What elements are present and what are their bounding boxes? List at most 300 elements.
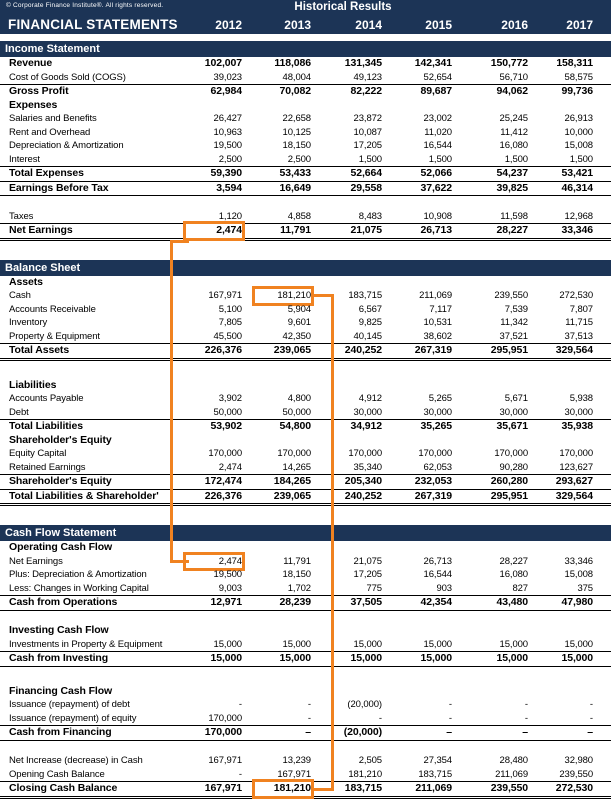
row-assets bbox=[0, 276, 611, 290]
row-label: Total Expenses bbox=[9, 167, 84, 179]
row-label: Accounts Receivable bbox=[9, 303, 96, 315]
value-cell: 3,594 bbox=[216, 181, 242, 194]
value-cell: 3,902 bbox=[218, 393, 242, 404]
row-label: Property & Equipment bbox=[9, 330, 100, 342]
value-cell: - bbox=[589, 699, 593, 710]
row-earnings-before-tax bbox=[0, 182, 611, 197]
value-cell: 4,858 bbox=[287, 210, 311, 222]
value-cell: 295,951 bbox=[490, 489, 528, 502]
row-cash-from-financing bbox=[0, 725, 611, 741]
value-cell: 28,227 bbox=[496, 224, 528, 236]
value-cell: 4,912 bbox=[358, 393, 382, 404]
value-cell: 11,342 bbox=[500, 317, 528, 328]
value-cell: 18,150 bbox=[282, 140, 311, 151]
value-cell: 28,239 bbox=[279, 596, 311, 608]
value-cell: 9,825 bbox=[358, 317, 382, 328]
row-property-equipment bbox=[0, 330, 611, 344]
value-cell: 26,427 bbox=[213, 113, 242, 124]
section-header-income-statement: Income Statement bbox=[0, 41, 611, 57]
row-label: Cash from Operations bbox=[9, 596, 118, 608]
value-cell: 54,237 bbox=[496, 167, 528, 179]
value-cell bbox=[242, 289, 311, 303]
row-revenue bbox=[0, 57, 611, 71]
value-cell bbox=[172, 555, 242, 569]
copyright-text: © Corporate Finance Institute®. All rights reserved. bbox=[6, 2, 164, 9]
value-cell: 167,971 bbox=[208, 290, 242, 301]
value-cell: 2,500 bbox=[218, 153, 242, 165]
value-cell: 62,984 bbox=[210, 85, 242, 97]
row-label: Less: Changes in Working Capital bbox=[9, 582, 149, 594]
value-cell: 15,000 bbox=[496, 652, 528, 664]
value-cell: 260,280 bbox=[490, 475, 528, 487]
row-total-expenses bbox=[0, 166, 611, 182]
row-label: Plus: Depreciation & Amortization bbox=[9, 569, 147, 580]
value-cell: 295,951 bbox=[490, 344, 528, 356]
row-closing-cash-balance bbox=[0, 781, 611, 799]
row-label: Investments in Property & Equipment bbox=[9, 638, 163, 650]
row-label: Taxes bbox=[9, 210, 34, 222]
years-row bbox=[0, 17, 611, 32]
row-plus-depreciation-amortization bbox=[0, 568, 611, 582]
row-cost-of-goods-sold-cogs bbox=[0, 71, 611, 85]
value-cell: 99,736 bbox=[561, 85, 593, 97]
row-label: Assets bbox=[9, 275, 43, 288]
value-cell: 167,971 bbox=[277, 768, 311, 780]
value-cell: 7,539 bbox=[504, 303, 528, 315]
value-cell: - bbox=[448, 712, 452, 724]
value-cell: 33,346 bbox=[564, 555, 593, 567]
value-cell: 49,123 bbox=[353, 71, 382, 83]
row-label: Operating Cash Flow bbox=[9, 541, 113, 553]
value-cell: 142,341 bbox=[414, 57, 452, 69]
value-cell: 6,567 bbox=[358, 303, 382, 315]
value-cell: 35,340 bbox=[353, 461, 382, 473]
row-issuance-repayment-of-equity bbox=[0, 712, 611, 726]
value-cell: 7,117 bbox=[429, 303, 452, 315]
value-cell: 239,550 bbox=[490, 782, 528, 794]
value-cell: 16,649 bbox=[279, 181, 311, 194]
value-cell: - bbox=[524, 712, 528, 724]
value-cell bbox=[172, 224, 242, 238]
row-label: Investing Cash Flow bbox=[9, 624, 109, 636]
value-cell: 293,627 bbox=[555, 475, 593, 487]
value-cell: 167,971 bbox=[208, 755, 242, 766]
value-cell: 211,069 bbox=[495, 768, 528, 780]
value-cell: 43,480 bbox=[496, 596, 528, 608]
value-cell: 10,087 bbox=[353, 126, 382, 138]
value-cell: 150,772 bbox=[490, 57, 528, 69]
row-debt bbox=[0, 406, 611, 420]
value-cell: 118,086 bbox=[274, 57, 311, 69]
row-financing-cash-flow bbox=[0, 685, 611, 699]
row-label: Liabilities bbox=[9, 378, 57, 391]
value-cell: 15,000 bbox=[350, 652, 382, 664]
value-cell: 37,521 bbox=[499, 330, 528, 342]
value-cell: - bbox=[589, 712, 593, 724]
blank-row bbox=[0, 196, 611, 210]
value-cell: 13,239 bbox=[282, 755, 311, 766]
row-net-earnings bbox=[0, 224, 611, 241]
row-rent-and-overhead bbox=[0, 126, 611, 140]
year-column-header: 2012 bbox=[215, 18, 242, 32]
value-cell: 53,421 bbox=[561, 167, 593, 179]
row-label: Issuance (repayment) of debt bbox=[9, 699, 130, 710]
value-cell: 240,252 bbox=[344, 489, 382, 502]
value-cell: 15,000 bbox=[561, 652, 593, 664]
value-cell: 170,000 bbox=[559, 448, 593, 459]
value-cell: 172,474 bbox=[204, 475, 242, 487]
row-label: Gross Profit bbox=[9, 85, 69, 97]
value-cell: 27,354 bbox=[423, 755, 452, 766]
value-cell: 183,715 bbox=[418, 768, 452, 780]
value-cell: 2,474 bbox=[218, 461, 242, 473]
value-cell: 167,971 bbox=[204, 782, 242, 794]
row-label: Opening Cash Balance bbox=[9, 768, 105, 780]
value-cell: 42,354 bbox=[420, 596, 452, 608]
row-inventory bbox=[0, 316, 611, 330]
year-column-header: 2013 bbox=[284, 18, 311, 32]
blank-row bbox=[0, 611, 611, 625]
value-cell: 25,245 bbox=[499, 113, 528, 124]
row-label: Retained Earnings bbox=[9, 461, 86, 473]
row-investments-in-property-equipment bbox=[0, 638, 611, 652]
value-cell: 8,483 bbox=[358, 210, 382, 222]
value-cell: 17,205 bbox=[353, 140, 382, 151]
value-cell: 94,062 bbox=[496, 85, 528, 97]
value-cell: 267,319 bbox=[414, 489, 452, 502]
value-cell bbox=[242, 782, 311, 796]
blank-row bbox=[0, 741, 611, 755]
value-cell: 11,020 bbox=[424, 126, 452, 138]
value-cell: - bbox=[524, 699, 528, 710]
value-cell: 226,376 bbox=[204, 344, 242, 356]
value-cell: 39,825 bbox=[496, 181, 528, 194]
value-cell: 26,913 bbox=[564, 113, 593, 124]
value-cell: 29,558 bbox=[350, 181, 382, 194]
value-cell: 62,053 bbox=[423, 461, 452, 473]
row-retained-earnings bbox=[0, 461, 611, 475]
row-label: Rent and Overhead bbox=[9, 126, 91, 138]
value-cell: 12,968 bbox=[564, 210, 593, 222]
value-cell: 14,265 bbox=[282, 461, 311, 473]
value-cell: 272,530 bbox=[555, 782, 593, 794]
row-interest bbox=[0, 153, 611, 167]
value-cell: 54,800 bbox=[279, 420, 311, 432]
value-cell: 10,000 bbox=[564, 126, 593, 138]
section-balance-sheet bbox=[0, 260, 611, 507]
row-label: Issuance (repayment) of equity bbox=[9, 712, 137, 724]
row-total-liabilities-shareholder bbox=[0, 489, 611, 507]
row-label: Total Liabilities & Shareholder' bbox=[9, 489, 159, 502]
value-cell: 170,000 bbox=[277, 448, 311, 459]
row-less-changes-in-working-capital bbox=[0, 582, 611, 596]
row-net-increase-decrease-in-cash bbox=[0, 754, 611, 768]
year-column-header: 2017 bbox=[566, 18, 593, 32]
value-cell: 11,791 bbox=[280, 224, 311, 236]
value-cell: 131,345 bbox=[344, 57, 382, 69]
value-cell: 158,311 bbox=[556, 57, 593, 69]
row-label: Net Earnings bbox=[9, 224, 73, 236]
value-cell: 26,713 bbox=[423, 555, 452, 567]
value-cell: 52,654 bbox=[423, 71, 452, 83]
row-cash-from-operations bbox=[0, 595, 611, 611]
value-cell: 15,000 bbox=[210, 652, 242, 664]
value-cell: 5,904 bbox=[287, 303, 311, 315]
highlight-box-A2: 2,474 bbox=[186, 555, 242, 569]
value-cell: 15,000 bbox=[423, 638, 452, 650]
value-cell: 47,980 bbox=[561, 596, 593, 608]
value-cell: 170,000 bbox=[348, 448, 382, 459]
value-cell: 1,500 bbox=[504, 153, 528, 165]
value-cell: 211,069 bbox=[419, 290, 452, 301]
value-cell: 827 bbox=[512, 582, 528, 594]
section-header-balance-sheet: Balance Sheet bbox=[0, 260, 611, 276]
value-cell: 70,082 bbox=[279, 85, 311, 97]
value-cell: 10,531 bbox=[423, 317, 452, 328]
row-accounts-payable bbox=[0, 392, 611, 406]
value-cell: 102,007 bbox=[204, 57, 242, 69]
value-cell: 33,346 bbox=[561, 224, 593, 236]
value-cell: 12,971 bbox=[210, 596, 242, 608]
value-cell: - bbox=[378, 712, 382, 724]
section-cash-flow-statement bbox=[0, 525, 611, 799]
sheet-title: FINANCIAL STATEMENTS bbox=[8, 17, 178, 32]
value-cell: 5,265 bbox=[428, 393, 452, 404]
value-cell: 272,530 bbox=[559, 290, 593, 301]
value-cell: 40,145 bbox=[353, 330, 382, 342]
value-cell: 2,500 bbox=[287, 153, 311, 165]
value-cell: 21,075 bbox=[350, 224, 382, 236]
value-cell: – bbox=[522, 726, 528, 738]
value-cell: 18,150 bbox=[282, 569, 311, 580]
value-cell: 15,000 bbox=[353, 638, 382, 650]
value-cell: 15,000 bbox=[282, 638, 311, 650]
year-column-header: 2016 bbox=[501, 18, 528, 32]
row-label: Cash from Financing bbox=[9, 726, 112, 738]
row-label: Expenses bbox=[9, 98, 58, 111]
sheet-header bbox=[0, 0, 611, 34]
row-issuance-repayment-of-debt bbox=[0, 698, 611, 712]
row-label: Net Earnings bbox=[9, 555, 63, 567]
row-operating-cash-flow bbox=[0, 541, 611, 555]
row-taxes bbox=[0, 210, 611, 225]
value-cell: 5,671 bbox=[504, 393, 528, 404]
value-cell: 50,000 bbox=[282, 406, 311, 418]
value-cell: 9,601 bbox=[287, 317, 311, 328]
value-cell: 38,602 bbox=[423, 330, 452, 342]
row-label: Shareholder's Equity bbox=[9, 475, 112, 487]
row-net-earnings bbox=[0, 555, 611, 569]
value-cell: 239,550 bbox=[559, 768, 593, 780]
row-label: Accounts Payable bbox=[9, 393, 84, 404]
value-cell: - bbox=[307, 699, 311, 710]
row-gross-profit bbox=[0, 84, 611, 99]
value-cell: 35,671 bbox=[496, 420, 528, 432]
value-cell: 1,120 bbox=[218, 210, 242, 222]
value-cell: 53,433 bbox=[279, 167, 311, 179]
value-cell: 239,065 bbox=[273, 489, 311, 502]
value-cell: 30,000 bbox=[564, 406, 593, 418]
value-cell: 775 bbox=[366, 582, 382, 594]
value-cell: 1,500 bbox=[569, 153, 593, 165]
value-cell: 26,713 bbox=[420, 224, 452, 236]
year-column-header: 2014 bbox=[355, 18, 382, 32]
value-cell: 7,807 bbox=[569, 303, 593, 315]
row-label: Shareholder's Equity bbox=[9, 433, 112, 446]
value-cell: 37,513 bbox=[564, 330, 593, 342]
value-cell: 89,687 bbox=[420, 85, 452, 97]
row-total-liabilities bbox=[0, 419, 611, 434]
value-cell: 16,544 bbox=[423, 569, 452, 580]
value-cell: - bbox=[307, 712, 311, 724]
value-cell: 170,000 bbox=[208, 448, 242, 459]
value-cell: (20,000) bbox=[347, 699, 382, 710]
value-cell: – bbox=[305, 726, 311, 738]
row-label: Salaries and Benefits bbox=[9, 113, 97, 124]
value-cell: 15,000 bbox=[279, 652, 311, 664]
row-investing-cash-flow bbox=[0, 624, 611, 638]
blank-row bbox=[0, 667, 611, 685]
group-label: Historical Results bbox=[294, 1, 392, 13]
value-cell: 16,080 bbox=[499, 140, 528, 151]
value-cell: 15,008 bbox=[564, 569, 593, 580]
value-cell: 329,564 bbox=[555, 489, 593, 502]
value-cell: 34,912 bbox=[350, 420, 382, 432]
value-cell: – bbox=[587, 726, 593, 738]
value-cell: 1,500 bbox=[428, 153, 452, 165]
value-cell: 21,075 bbox=[353, 555, 382, 567]
value-cell: 267,319 bbox=[414, 344, 452, 356]
row-label: Inventory bbox=[9, 317, 48, 328]
value-cell: – bbox=[446, 726, 452, 738]
row-label: Revenue bbox=[9, 57, 53, 69]
row-depreciation-amortization bbox=[0, 139, 611, 153]
row-label: Cash from Investing bbox=[9, 652, 109, 664]
value-cell: 10,908 bbox=[423, 210, 452, 222]
row-label: Financing Cash Flow bbox=[9, 684, 113, 697]
value-cell: 45,500 bbox=[213, 330, 242, 342]
value-cell: 37,622 bbox=[420, 181, 452, 194]
value-cell: 52,066 bbox=[420, 167, 452, 179]
value-cell: 15,000 bbox=[213, 638, 242, 650]
value-cell: 11,791 bbox=[283, 555, 311, 567]
row-label: Equity Capital bbox=[9, 448, 67, 459]
row-accounts-receivable bbox=[0, 303, 611, 317]
value-cell: 11,412 bbox=[500, 126, 528, 138]
value-cell: 15,000 bbox=[420, 652, 452, 664]
value-cell: 28,480 bbox=[499, 755, 528, 766]
value-cell: (20,000) bbox=[343, 726, 382, 738]
value-cell: 240,252 bbox=[344, 344, 382, 356]
value-cell: 17,205 bbox=[353, 569, 382, 580]
value-cell: 16,544 bbox=[423, 140, 452, 151]
value-cell: 184,265 bbox=[273, 475, 311, 487]
row-shareholder-s-equity bbox=[0, 434, 611, 448]
value-cell: 2,505 bbox=[358, 755, 382, 766]
value-cell: 15,000 bbox=[499, 638, 528, 650]
value-cell: 16,080 bbox=[499, 569, 528, 580]
row-label: Cash bbox=[9, 290, 31, 301]
value-cell: 50,000 bbox=[213, 406, 242, 418]
value-cell: 329,564 bbox=[555, 344, 593, 356]
year-column-header: 2015 bbox=[425, 18, 452, 32]
value-cell: 10,125 bbox=[282, 126, 311, 138]
value-cell: 375 bbox=[577, 582, 593, 594]
row-label: Total Assets bbox=[9, 344, 70, 356]
value-cell: - bbox=[238, 699, 242, 710]
value-cell: 42,350 bbox=[282, 330, 311, 342]
value-cell: 170,000 bbox=[418, 448, 452, 459]
value-cell: 15,008 bbox=[564, 140, 593, 151]
value-cell: 170,000 bbox=[208, 712, 242, 724]
highlight-box-A1: 2,474 bbox=[186, 224, 242, 238]
row-salaries-and-benefits bbox=[0, 112, 611, 126]
value-cell: 5,938 bbox=[569, 393, 593, 404]
section-income-statement bbox=[0, 41, 611, 241]
value-cell: 4,800 bbox=[287, 393, 311, 404]
value-cell: 59,390 bbox=[210, 167, 242, 179]
row-equity-capital bbox=[0, 447, 611, 461]
value-cell: 239,065 bbox=[273, 344, 311, 356]
value-cell: 37,505 bbox=[350, 596, 382, 608]
value-cell: 28,227 bbox=[499, 555, 528, 567]
row-label: Earnings Before Tax bbox=[9, 181, 109, 194]
value-cell: 11,715 bbox=[565, 317, 593, 328]
value-cell: 32,980 bbox=[564, 755, 593, 766]
value-cell: 10,963 bbox=[213, 126, 242, 138]
row-label: Net Increase (decrease) in Cash bbox=[9, 755, 143, 766]
value-cell: 56,710 bbox=[499, 71, 528, 83]
value-cell: 35,938 bbox=[561, 420, 593, 432]
value-cell: 35,265 bbox=[420, 420, 452, 432]
value-cell: 5,100 bbox=[218, 303, 242, 315]
value-cell: 11,598 bbox=[500, 210, 528, 222]
value-cell: 90,280 bbox=[499, 461, 528, 473]
row-label: Debt bbox=[9, 406, 29, 418]
row-label: Total Liabilities bbox=[9, 420, 83, 432]
value-cell: 170,000 bbox=[494, 448, 528, 459]
row-label: Cost of Goods Sold (COGS) bbox=[9, 71, 126, 83]
blank-row bbox=[0, 361, 611, 379]
value-cell: 30,000 bbox=[353, 406, 382, 418]
row-cash bbox=[0, 289, 611, 303]
row-liabilities bbox=[0, 379, 611, 393]
value-cell: - bbox=[448, 699, 452, 710]
value-cell: 226,376 bbox=[204, 489, 242, 502]
value-cell: 82,222 bbox=[350, 85, 382, 97]
value-cell: 205,340 bbox=[344, 475, 382, 487]
value-cell: 48,004 bbox=[282, 71, 311, 83]
value-cell: 170,000 bbox=[204, 726, 242, 738]
value-cell: 53,902 bbox=[210, 420, 242, 432]
value-cell: 58,575 bbox=[564, 71, 593, 83]
value-cell: 239,550 bbox=[494, 290, 528, 301]
value-cell: 903 bbox=[436, 582, 452, 594]
value-cell: 1,500 bbox=[358, 153, 382, 165]
value-cell: 23,002 bbox=[423, 113, 452, 124]
value-cell: 22,658 bbox=[282, 113, 311, 124]
highlight-box-B1: 181,210 bbox=[255, 289, 311, 303]
value-cell: 7,805 bbox=[218, 317, 242, 328]
row-opening-cash-balance bbox=[0, 768, 611, 782]
value-cell: 183,715 bbox=[348, 290, 382, 301]
row-label: Interest bbox=[9, 153, 40, 165]
row-label: Depreciation & Amortization bbox=[9, 140, 124, 151]
value-cell: 30,000 bbox=[423, 406, 452, 418]
sheet-body bbox=[0, 41, 611, 799]
value-cell: - bbox=[238, 768, 242, 780]
row-shareholder-s-equity bbox=[0, 474, 611, 489]
